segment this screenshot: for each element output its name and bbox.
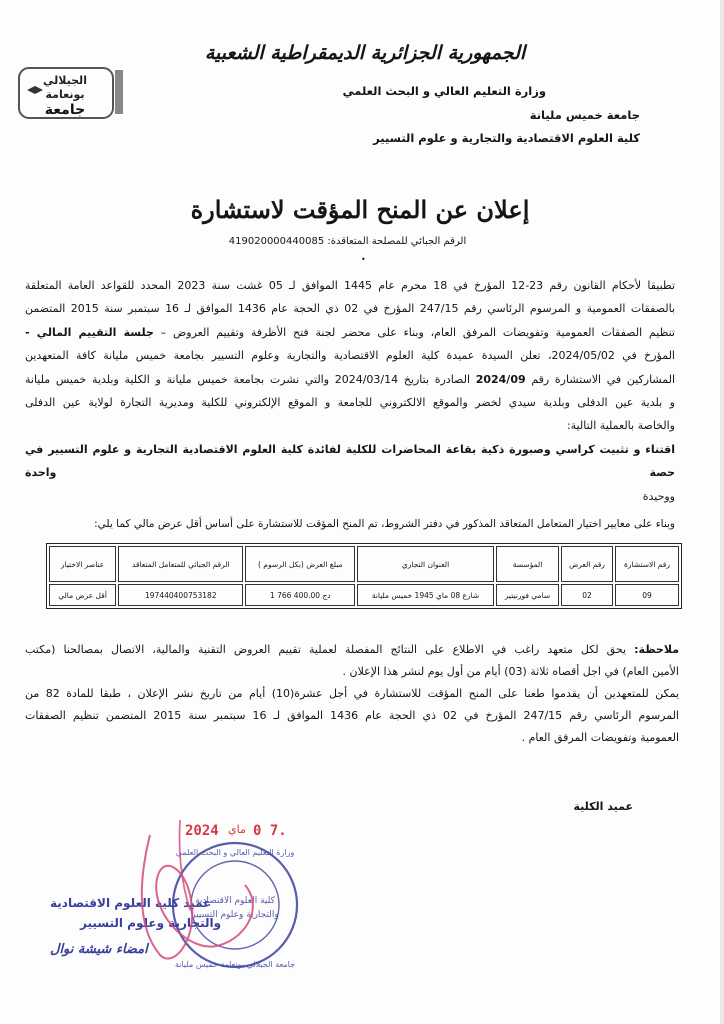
note-line-text: يحق لكل متعهد راغب في الاطلاع على النتائج المفصلة لعملية تقييم العروض التقنية والمالية، الاتصال بمصالحنا (مكتب bbox=[25, 643, 627, 656]
university-name: جامعة خميس مليانة bbox=[529, 108, 640, 122]
criteria-sentence: وبناء على معايير اختيار المتعامل المتعاقد المذكور في دفتر الشروط، تم المنح المؤقت للاستشارة على أساس أقل عرض مالي كما يلي: bbox=[94, 518, 675, 530]
col-tax-id: الرقم الجبائي للمتعامل المتعاقد bbox=[118, 546, 243, 582]
col-address: العنوان التجاري bbox=[357, 546, 494, 582]
svg-text:ماي: ماي bbox=[228, 823, 246, 836]
award-table bbox=[46, 543, 682, 609]
university-logo bbox=[15, 60, 125, 126]
col-criteria: عناصر الاختيار bbox=[49, 546, 116, 582]
dean-title: عميد الكلية bbox=[573, 800, 633, 813]
cell-tax-id: 197440400753182 bbox=[118, 584, 243, 606]
operation-title-cont: ووحيدة bbox=[642, 489, 675, 503]
col-offer-no: رقم العرض bbox=[561, 546, 613, 582]
svg-text:والتجارية وعلوم التسيير: والتجارية وعلوم التسيير bbox=[80, 916, 222, 930]
body-line-text: الصادرة بتاريخ 2024/03/14 والتي نشرت بجامعة خميس مليانة و الكلية وبلدية خميس مليانة bbox=[25, 372, 476, 386]
svg-text:امضاء شيشة نوال: امضاء شيشة نوال bbox=[50, 942, 148, 957]
ministry-name: وزارة التعليم العالي و البحث العلمي bbox=[342, 84, 546, 98]
note-line: يمكن للمتعهدين أن يقدموا طعنا على المنح المؤقت للاستشارة في أجل عشرة(10) أيام من تاريخ نشر الإعلان ، طبقا للمادة 82 من bbox=[25, 687, 680, 700]
col-amount: مبلغ العرض (بكل الرسوم ) bbox=[245, 546, 355, 582]
announcement-body bbox=[25, 274, 675, 508]
cell-amount: 1 766 400.00 دج bbox=[245, 584, 355, 606]
svg-text:وزارة التعليم العالي و البحث ا: وزارة التعليم العالي و البحث العلمي bbox=[175, 848, 295, 857]
body-line: تطبيقا لأحكام القانون رقم 23-12 المؤرخ في 18 محرم عام 1445 الموافق لـ 05 غشت سنة 2023 المحدد للقواعد العامة المتعلقة bbox=[25, 279, 676, 292]
note-line: الأمين العام) في اجل أقصاه ثلاثة (03) أيام من أول يوم لنشر هذا الإعلان . bbox=[342, 665, 679, 678]
body-line bbox=[25, 368, 675, 391]
faculty-name: كلية العلوم الاقتصادية والتجارية و علوم التسيير bbox=[373, 131, 640, 145]
note-line: المرسوم الرئاسي رقم 247/15 المؤرخ في 02 ذي الحجة عام 1436 الموافق لـ 16 سبتمبر سنة 2015 المتضمن تنظيم الصفقات bbox=[25, 709, 679, 722]
svg-text:2024: 2024 bbox=[185, 823, 219, 839]
cell-offer-no: 02 bbox=[561, 584, 613, 606]
announcement-title: إعلان عن المنح المؤقت لاستشارة bbox=[190, 195, 530, 224]
body-line: والخاصة بالعملية التالية: bbox=[566, 419, 675, 433]
official-stamp bbox=[40, 815, 420, 975]
republic-heading: الجمهورية الجزائرية الديمقراطية الشعبية bbox=[204, 42, 526, 64]
svg-text:والتجارية وعلوم التسيير: والتجارية وعلوم التسيير bbox=[191, 910, 279, 920]
body-line: و بلدية عين الدفلى وبلدية سيدي لخضر والموقع الالكتروني للجامعة و الموقع الإلكتروني للكلية ومديرية التجارة لولاية عين الدفلى bbox=[25, 396, 675, 410]
cell-company: سامي فورنيتير bbox=[496, 584, 559, 606]
body-line: المؤرخ في 2024/05/02، تعلن السيدة عميدة كلية العلوم الاقتصادية والتجارية وعلوم التسيير بجامعة خميس مليانة كافة المتعهدين bbox=[25, 349, 675, 363]
svg-text:0 7.: 0 7. bbox=[253, 823, 287, 839]
note-label: ملاحظة: bbox=[634, 643, 680, 656]
note-line bbox=[25, 639, 679, 661]
cell-address: شارع 08 ماي 1945 خميس مليانة bbox=[357, 584, 494, 606]
note-section bbox=[25, 639, 679, 749]
body-line bbox=[25, 321, 675, 344]
svg-text:بونعامة: بونعامة bbox=[45, 88, 85, 101]
body-line-text: تنظيم الصفقات العمومية وتفويضات المرفق العام، وبناء على محضر لجنة فتح الأظرفة وتقييم العروض – bbox=[160, 325, 675, 339]
svg-text:جامعة الجيلالي بونعامة خميس مل: جامعة الجيلالي بونعامة خميس مليانة bbox=[174, 960, 296, 969]
svg-text:جامعة: جامعة bbox=[44, 102, 86, 118]
note-line: العمومية وتفويضات المرفق العام . bbox=[521, 731, 679, 744]
tax-id: الرقم الجبائي للمصلحة المتعاقدة: 419020000440085 bbox=[228, 236, 467, 247]
svg-text:عميد كلية العلوم الاقتصادية: عميد كلية العلوم الاقتصادية bbox=[50, 896, 212, 910]
svg-text:كلية العلوم الاقتصادية: كلية العلوم الاقتصادية bbox=[195, 896, 275, 906]
col-company: المؤسسة bbox=[496, 546, 559, 582]
col-consultation-no: رقم الاستشارة bbox=[615, 546, 679, 582]
scan-edge bbox=[720, 0, 724, 1024]
dot-mark: • bbox=[361, 255, 366, 264]
body-line-text: المشاركين في الاستشارة رقم bbox=[531, 372, 676, 386]
body-line: بالصفقات العمومية و المرسوم الرئاسي رقم 247/15 المؤرخ في 02 ذي الحجة عام 1436 الموافق لـ 16 سبتمبر سنة 2015 المتضمن bbox=[25, 302, 676, 316]
cell-criteria: أقل عرض مالي bbox=[49, 584, 116, 606]
consultation-number: 2024/09 bbox=[475, 372, 526, 386]
cell-consultation-no: 09 bbox=[615, 584, 679, 606]
session-label: جلسة التقييم المالي - bbox=[25, 325, 154, 339]
operation-title: اقتناء و تثبيت كراسي وصبورة ذكية بقاعة المحاضرات للكلية لفائدة كلية العلوم الاقتصادية التجارية و علوم التسيير في حصة واحدة bbox=[25, 442, 675, 480]
table-row bbox=[49, 584, 679, 606]
svg-text:الجيلالي: الجيلالي bbox=[43, 74, 87, 87]
table-header-row bbox=[49, 546, 679, 582]
